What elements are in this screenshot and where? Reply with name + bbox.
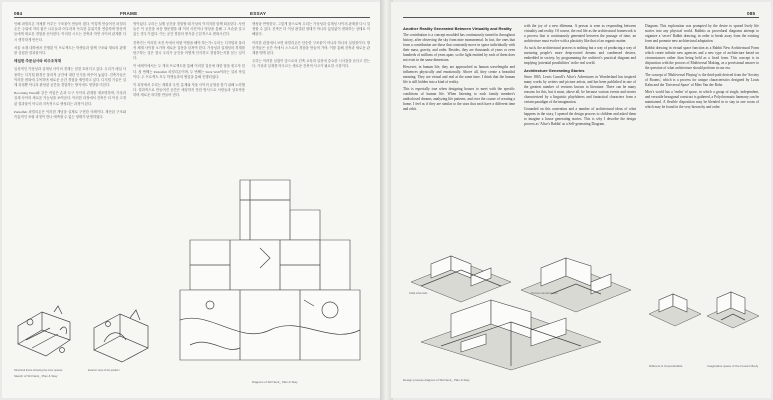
paragraph: The contribution is a concept moulded has continuously turned in throughout history, after observing the sky from nine monumental. In fact, the ones that form a contribution are those that constantly move in space individually with their mass, gravity, and order. Besides, they are thousands of years or even hundreds of millions of years apart, so the light emitted by each of them does not exist in the same dimension.	[403, 33, 515, 63]
left-column-3	[252, 22, 370, 172]
design-process-axonometrics	[401, 242, 641, 372]
paragraph: 이러한 관점에서 보면 파빌리온은 단순한 구조물이 아니라 하나의 실험장이다. 방문객들은 공간 속에서 스스로의 경험을 만들어 가며, 이를 통해 건축과 새로운 관계를 맺게 된다.	[252, 40, 370, 56]
paragraph: Diagram. This exploration was prompted by the desire to spread lively life stories into any physical world. Rabbits as procedural diagrams attempt to organize a 'secret' Rabbit drawing, in order to break away from the existing form and promote new architectural adaptation.	[645, 24, 759, 43]
paragraph: 일상적인 가상성과 실재성 사이의 경계는 점점 흐려지고 있다. 우리가 매일 사용하는 디지털 환경은 물리적 공간에 대한 인식을 바꾸어 놓았다. 건축가들은 이러한 변화에 주목하며 새로운 공간 경험을 제안하고 있다. 디지털 기술은 설계 과정뿐 아니라 완성된 공간을 경험하는 방식에도 영향을 미친다.	[14, 67, 126, 88]
paragraph: This is especially true when designing houses to meet with the specific conditions of human life. When listening to each family member's undisclosed dreams, analyzing life patterns, and over the course of creating a home, I feel as if they are similar to the stars that each have a different time and orbit.	[403, 87, 515, 112]
paragraph: 이 에세이에서는 두 개의 프로젝트를 통해 이러한 질문에 대한 답을 찾고자 한다. 첫 번째는 Parkaffelt 파빌리온이며, 두 번째는 Stick Wall이라는 설치 작업이다. 두 프로젝트 모두 학생들과의 협업을 통해 진행되었다.	[133, 64, 245, 79]
article-title: Another Reality Generated Between Virtuality and Reality	[403, 26, 512, 31]
paragraph: 우리는 이러한 실험이 앞으로의 건축 교육과 실천에 중요한 시사점을 준다고 믿는다. 가상과 실재를 아우르는 새로운 건축적 사고가 필요한 시점이다.	[252, 59, 370, 69]
paragraph: Since 1865, Lewis Carroll's Alice's Adventures in Wonderland has inspired many works by writers and picture artists, and has been published in one of the greatest number of versions known to literature. There can be many reasons for this, but it must, above all, be because various events and stories characterized by a linguistic playfulness and fantastical characters form a certain paradigm of the imagination.	[524, 75, 636, 105]
subheading: Architecture Generating Stories	[524, 68, 585, 73]
floor-plan-diagram	[170, 170, 370, 374]
left-page	[2, 2, 382, 398]
paragraph: 건축가는 이러한 조건 속에서 어떤 역할을 해야 하는가? 우리는 디지털과 물리적 세계 사이를 오가며 새로운 질문을 던져야 한다. 가상성과 실재성의 경계를 탐구하는 것은 결국 우리가 공간을 어떻게 인식하고 경험하는지를 묻는 일이다.	[133, 40, 245, 61]
figure-subcaption: Exterior view of the pavilion	[88, 369, 120, 372]
right-column-3	[645, 24, 759, 242]
figure-caption: Different & Unpredictable	[649, 364, 683, 368]
figure-subcaption: Structural frame showing the inner spaces	[14, 369, 63, 372]
right-page-number: 085	[747, 11, 756, 16]
paragraph: Parkaffelt 파빌리온은 이러한 개념을 실제로 구현한 사례이다. 계산된 구조와 즉흥적인 조립 과정이 만나 예측할 수 없는 형태가 탄생하였다.	[14, 109, 126, 120]
paragraph: 생성을 반영한다. 그렇게 함으로써 우리는 가상성과 실재성 사이의 관계를 다시 설정할 수 있다. 건축은 더 이상 완결된 형태가 아니라 끊임없이 변화하는 상태로 이해된다.	[252, 22, 370, 37]
paragraph: Grounded on this contention and a number of architectural ideas of what happens in the story, I opened the design process to children and asked them to imagine a house generating stories. This is why I describe the design process as 'Alice's Rabbit' as a Self-generating Diagram.	[524, 107, 636, 127]
subheading: 레일한 추문심사와 비주조적재	[14, 59, 62, 64]
header-rule	[14, 17, 370, 18]
paragraph: 이 과정에서 우리는 계획과 우연, 통제와 자율 사이의 균형을 찾기 위해 노력했다. 결과적으로 만들어진 공간은 예상하지 못한 방식으로 사람들과 상호작용하며 새로운 의미를 만들어 낸다.	[133, 83, 245, 98]
figure-sublabel: Process transformation	[531, 292, 558, 295]
figure-caption: Imaginative space of the house's Body	[707, 364, 759, 368]
figure-sublabel: Initial schematic	[409, 292, 428, 295]
category-label: ESSAY	[250, 11, 267, 16]
axonometric-detail-pair	[645, 264, 763, 364]
paragraph: 인해 파빌리온 자체를 이루는 구조물이 만들어 졌다. 이렇게 만들어진 파빌리온은 주위에 자리 잡은 나무들과 어우러져 독특한 분위기를 연출하며 방문객들에게 새로운 경험을 선사한다. 이러한 시도는 건축과 자연 사이의 관계를 다시 생각하게 만든다.	[14, 22, 126, 42]
right-column-1	[403, 24, 515, 242]
paragraph: 영이었다. 우리는 실제 공간을 경험할 때 가상의 이미지를 함께 떠올린다. 사람들은 이 공간을 처음 방문했을 때 이미 사진이나 영상을 통해 그 모습을 알고 있는 경우가 많다. 이는 공간 경험의 방식을 근본적으로 변화시킨다.	[133, 22, 245, 37]
left-column-1	[14, 22, 126, 254]
paragraph: 서울 소재 대학에서 진행된 이 프로젝트는 학생들과 함께 구조와 재료의 관계를 실험한 결과물이다.	[14, 45, 126, 56]
right-page	[391, 2, 771, 398]
header-rule	[403, 17, 759, 18]
paragraph: However, in human life, they are approached as human wavelengths and influences physically and emotionally. Above all, they create a beautiful meaning. They are virtual and real at the same time. I think that the human life is still hidden into a kind of reality.	[403, 65, 515, 85]
sketch-illustration-b	[86, 300, 156, 372]
figure-caption: Design process diagram of Stil Neck_ Plan & Stay	[403, 378, 470, 382]
sketch-illustration-a	[12, 300, 84, 372]
paragraph: The concept of 'Multiversal Playing' is the third-path derived from the 'Society of Rooms', which is a process for unique characteristics designed by Louis Kahn and the 'Universal Space' of Mies Van der Rohe.	[645, 73, 759, 87]
paragraph: Mies's world has a 'realm' of space, in which a group of single, independent, and versatile hexagonal construct is gathered, a Polychromatic harmony can be maintained. A flexible disposition may be blended in to stay in one room of which may be found in the very hierarchy and order.	[645, 90, 759, 109]
paragraph: with the joy of a new dilemma. A person is seen as responding between virtuality and reality. Of course, the real life as the architectural framework is a process that is continuously generated between the passage of time, an architecture must evolve with a plasticity like that of an organic matter.	[524, 24, 636, 43]
left-page-number: 084	[14, 11, 23, 16]
figure-caption: Diagram of Stil Neck_ Plan & Stay	[252, 380, 298, 384]
figure-caption: Sketch of Stil Neck_ Plan & Stay	[14, 374, 58, 378]
paragraph: As such, the architectural process is nothing but a way of producing a way of nurturing people's more deep-rooted dreams and condensed desires, embedded in society, by programming the architect's practical diagram and implying 'potential possibilities' in the real world.	[524, 46, 636, 65]
paragraph: Rabbit drawing in virtual space function as a Rabbit New Architectural Form which create infinite new agencies and a new type of architecture based on circumstances rather than being held as a fixed form. This concept is in disjunction with the process of Multiversal Making, as a provisional answer to the question of what architecture should perform in our era.	[645, 46, 759, 70]
section-label: FRAME	[120, 11, 138, 16]
paragraph: Becoming Hand와 같은 작업은 손과 도구 사이의 관계를 재조명하며, 가상과 실재 사이의 새로운 가능성을 보여준다. 이러한 과정에서 건축은 더 이상 고정된 결과물이 아니라 지속적으로 생성되는 과정이 된다.	[14, 91, 126, 106]
right-column-2	[524, 24, 636, 242]
